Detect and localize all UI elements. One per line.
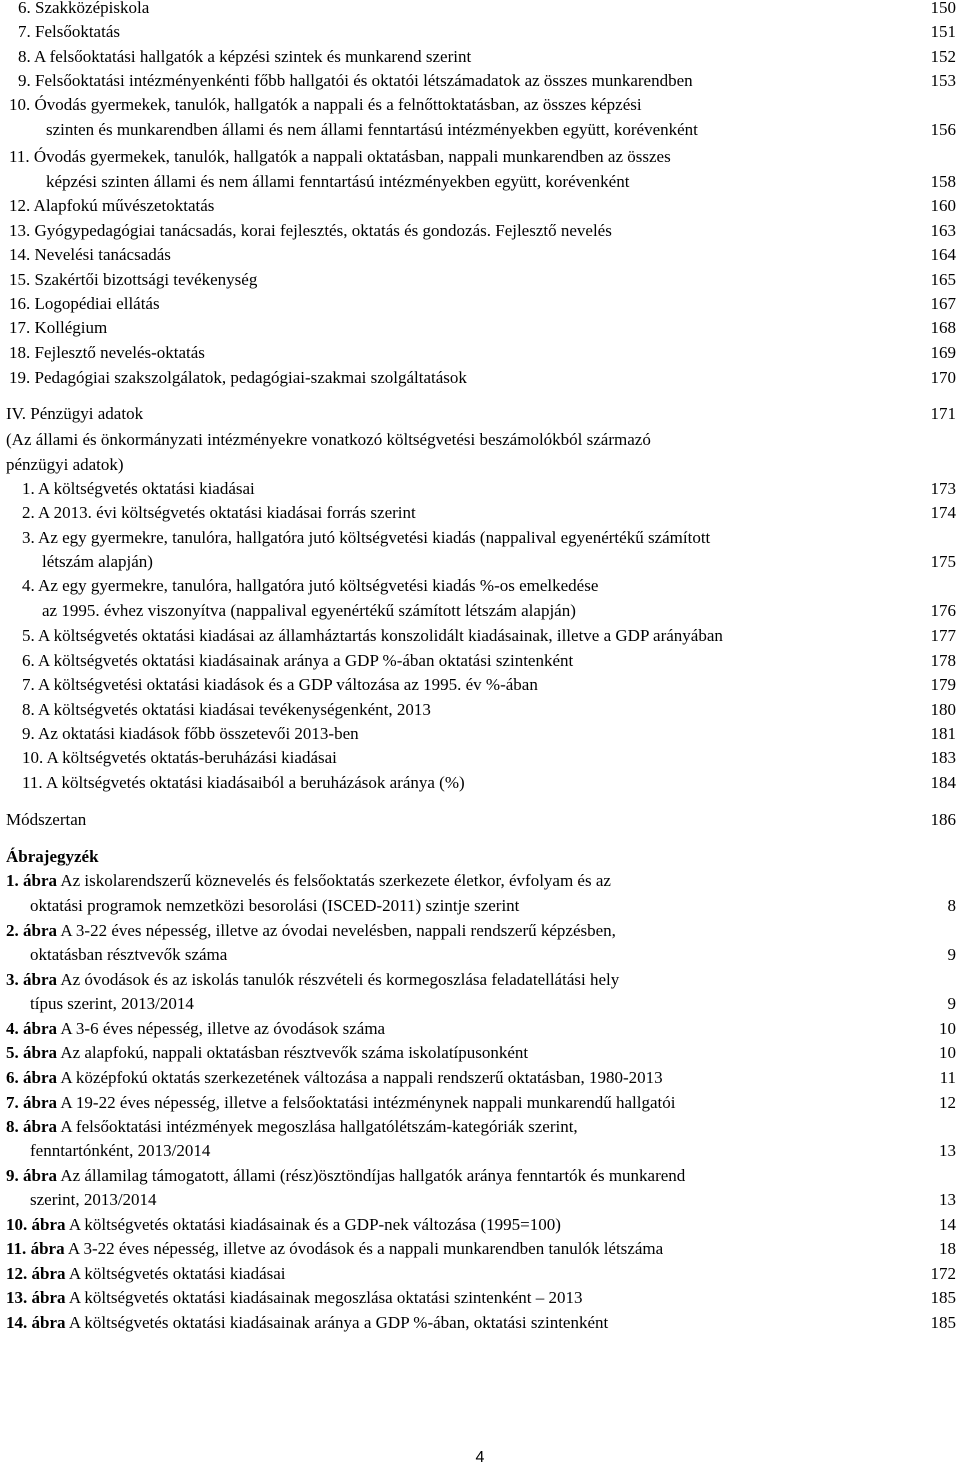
toc-entry-page: 164	[930, 245, 956, 264]
figure-caption: Az alapfokú, nappali oktatásban résztvevők száma iskolatípusonként	[60, 1043, 529, 1062]
toc-entry-title-cont: létszám alapján)	[42, 552, 153, 571]
figure-caption: A költségvetés oktatási kiadásainak megoszlása oktatási szintenként ‒ 2013	[68, 1288, 583, 1307]
toc-section-page: 171	[930, 404, 956, 423]
figure-entry-title	[6, 869, 611, 893]
toc-entry-line2	[0, 170, 960, 194]
figure-entry-page: 13	[939, 1190, 956, 1209]
figure-entry-title	[6, 1091, 675, 1115]
figure-number: 6.	[6, 1068, 19, 1087]
toc-entry-line2	[0, 118, 960, 142]
figure-number: 8.	[6, 1117, 19, 1136]
toc-entry-title: 1. A költségvetés oktatási kiadásai	[22, 479, 255, 498]
figure-caption-cont: szerint, 2013/2014	[30, 1190, 157, 1209]
toc-entry-page: 169	[930, 343, 956, 362]
toc-entry-title: 13. Gyógypedagógiai tanácsadás, korai fejlesztés, oktatás és gondozás. Fejlesztő nevelés	[9, 221, 612, 240]
figure-word: ábra	[31, 1215, 66, 1234]
figure-entry-title	[6, 1066, 663, 1090]
toc-entry-page: 178	[930, 651, 956, 670]
toc-section-note-line1: (Az állami és önkormányzati intézményekre vonatkozó költségvetési beszámolókból származó	[6, 430, 651, 449]
toc-entry-title: 17. Kollégium	[9, 318, 108, 337]
figure-entry-title	[6, 1286, 582, 1310]
toc-entry	[0, 501, 960, 525]
toc-entry-title: 7. A költségvetési oktatási kiadások és a GDP változása az 1995. év %-ában	[22, 675, 538, 694]
figure-entry-line2	[0, 1139, 960, 1163]
toc-entry-line1	[0, 526, 960, 550]
toc-entry-title: 10. A költségvetés oktatás-beruházási kiadásai	[22, 748, 337, 767]
toc-entry-title: 16. Logopédiai ellátás	[9, 294, 160, 313]
figure-entry-page: 10	[939, 1019, 956, 1038]
figure-entry	[0, 1041, 960, 1065]
figure-entry-line1	[0, 968, 960, 992]
toc-entry-title: 5. A költségvetés oktatási kiadásai az államháztartás konszolidált kiadásainak, illetve a GDP arányában	[22, 626, 723, 645]
toc-entry-page: 168	[930, 318, 956, 337]
figure-caption: Az iskolarendszerű köznevelés és felsőoktatás szerkezete életkor, évfolyam és az	[60, 871, 611, 890]
figure-entry-title	[6, 1041, 528, 1065]
figure-caption: A felsőoktatási intézmények megoszlása hallgatólétszám-kategóriák szerint,	[60, 1117, 578, 1136]
figure-entry-page: 172	[930, 1264, 956, 1283]
figure-caption: Az államilag támogatott, állami (rész)ösztöndíjas hallgatók aránya fenntartók és munkarend	[60, 1166, 686, 1185]
toc-entry	[0, 243, 960, 267]
toc-entry-title: 9. Felsőoktatási intézményenkénti főbb hallgatói és oktatói létszámadatok az összes munkarendben	[18, 71, 693, 90]
figures-heading: Ábrajegyzék	[6, 847, 99, 866]
figure-entry-page: 13	[939, 1141, 956, 1160]
figure-entry-line1	[0, 1164, 960, 1188]
figure-caption-cont: oktatásban résztvevők száma	[30, 945, 228, 964]
figure-entry-line1	[0, 919, 960, 943]
toc-entry-page: 176	[930, 601, 956, 620]
figure-caption: A középfokú oktatás szerkezetének változása a nappali rendszerű oktatásban, 1980-2013	[60, 1068, 663, 1087]
figure-entry	[0, 1091, 960, 1115]
toc-section-heading	[0, 402, 960, 426]
toc-entry-page: 158	[930, 172, 956, 191]
figure-caption: A költségvetés oktatási kiadásai	[68, 1264, 286, 1283]
toc-entry-title: 4. Az egy gyermekre, tanulóra, hallgatóra jutó költségvetési kiadás %-os emelkedése	[22, 576, 599, 595]
toc-entry	[0, 219, 960, 243]
toc-entry-title: 18. Fejlesztő nevelés-oktatás	[9, 343, 205, 362]
figure-entry	[0, 1066, 960, 1090]
toc-entry	[0, 20, 960, 44]
figure-caption: A költségvetés oktatási kiadásainak és a GDP-nek változása (1995=100)	[68, 1215, 561, 1234]
figure-word: ábra	[23, 871, 57, 890]
toc-entry	[0, 366, 960, 390]
figure-entry-page: 185	[930, 1313, 956, 1332]
toc-entry	[0, 341, 960, 365]
toc-entry-line2	[0, 599, 960, 623]
figure-entry-title	[6, 1115, 578, 1139]
toc-entry-page: 181	[930, 724, 956, 743]
figure-number: 14.	[6, 1313, 28, 1332]
toc-entry-line1	[0, 93, 960, 117]
figure-number: 1.	[6, 871, 19, 890]
toc-entry	[0, 698, 960, 722]
toc-entry	[0, 649, 960, 673]
figure-entry-page: 10	[939, 1043, 956, 1062]
toc-entry-title: 8. A felsőoktatási hallgatók a képzési szintek és munkarend szerint	[18, 47, 472, 66]
figure-entry	[0, 1262, 960, 1286]
toc-entry-title-cont: szinten és munkarendben állami és nem állami fenntartású intézményekben együtt, korévenként	[46, 120, 698, 139]
figure-number: 2.	[6, 921, 19, 940]
figure-caption: Az óvodások és az iskolás tanulók részvételi és kormegoszlása feladatellátási hely	[60, 970, 620, 989]
figure-word: ábra	[23, 1019, 57, 1038]
figure-caption-cont: típus szerint, 2013/2014	[30, 994, 194, 1013]
toc-section-note	[0, 428, 960, 452]
figure-word: ábra	[23, 1093, 57, 1112]
figure-number: 7.	[6, 1093, 19, 1112]
figure-entry-title	[6, 1237, 663, 1261]
toc-entry-page: 152	[930, 47, 956, 66]
figure-caption: A 3-22 éves népesség, illetve az óvodai nevelésben, nappali rendszerű képzésben,	[60, 921, 616, 940]
figure-entry-title	[6, 1262, 286, 1286]
toc-entry-page: 170	[930, 368, 956, 387]
figure-number: 12.	[6, 1264, 28, 1283]
toc-entry	[0, 624, 960, 648]
figure-entry-title	[6, 1164, 685, 1188]
toc-entry-page: 167	[930, 294, 956, 313]
toc-entry-page: 163	[930, 221, 956, 240]
figure-entry-title	[6, 919, 616, 943]
toc-entry	[0, 0, 960, 20]
toc-entry-page: 151	[930, 22, 956, 41]
figure-caption-cont: oktatási programok nemzetközi besorolási (ISCED-2011) szintje szerint	[30, 896, 520, 915]
figure-number: 4.	[6, 1019, 19, 1038]
figure-number: 13.	[6, 1288, 28, 1307]
toc-section-note-line2: pénzügyi adatok)	[6, 455, 124, 474]
figure-entry-page: 12	[939, 1093, 956, 1112]
toc-entry-title: 10. Óvodás gyermekek, tanulók, hallgatók a nappali és a felnőttoktatásban, az összes képzési	[9, 95, 642, 114]
toc-entry-page: 153	[930, 71, 956, 90]
figure-entry-line2	[0, 943, 960, 967]
toc-entry	[0, 746, 960, 770]
toc-entry-title: 8. A költségvetés oktatási kiadásai tevékenységenként, 2013	[22, 700, 431, 719]
toc-entry-title: 11. Óvodás gyermekek, tanulók, hallgatók a nappali oktatásban, nappali munkarendben az összes	[9, 147, 671, 166]
toc-entry	[0, 292, 960, 316]
toc-entry-title-cont: az 1995. évhez viszonyítva (nappalival egyenértékű számított létszám alapján)	[42, 601, 576, 620]
toc-entry-title: 12. Alapfokú művészetoktatás	[9, 196, 215, 215]
toc-entry	[0, 268, 960, 292]
toc-methodology-page: 186	[930, 810, 956, 829]
toc-entry-page: 175	[930, 552, 956, 571]
toc-entry-title: 15. Szakértői bizottsági tevékenység	[9, 270, 258, 289]
toc-entry-title: 19. Pedagógiai szakszolgálatok, pedagógiai-szakmai szolgáltatások	[9, 368, 467, 387]
figure-caption: A 3-22 éves népesség, illetve az óvodások és a nappali munkarendben tanulók létszáma	[67, 1239, 664, 1258]
toc-entry	[0, 69, 960, 93]
figure-word: ábra	[23, 921, 57, 940]
toc-entry	[0, 722, 960, 746]
figure-entry	[0, 1017, 960, 1041]
figure-word: ábra	[31, 1264, 66, 1283]
figure-word: ábra	[30, 1239, 65, 1258]
toc-entry	[0, 673, 960, 697]
figure-word: ábra	[23, 970, 57, 989]
toc-entry-title: 11. A költségvetés oktatási kiadásaiból a beruházások aránya (%)	[22, 773, 465, 792]
toc-entry-page: 173	[930, 479, 956, 498]
toc-entry-page: 160	[930, 196, 956, 215]
toc-entry-page: 174	[930, 503, 956, 522]
toc-entry-title-cont: képzési szinten állami és nem állami fenntartású intézményekben együtt, korévenként	[46, 172, 630, 191]
page-number: 4	[475, 1449, 485, 1466]
figure-entry-title	[6, 968, 619, 992]
figure-word: ábra	[23, 1117, 57, 1136]
toc-entry-title: 2. A 2013. évi költségvetés oktatási kiadásai forrás szerint	[22, 503, 416, 522]
toc-entry-title: 7. Felsőoktatás	[18, 22, 120, 41]
figure-entry-title	[6, 1017, 385, 1041]
toc-entry-page: 156	[930, 120, 956, 139]
figure-entry-page: 185	[930, 1288, 956, 1307]
figure-entry-line1	[0, 869, 960, 893]
figure-entry-page: 18	[939, 1239, 956, 1258]
figure-entry-page: 9	[947, 945, 956, 964]
toc-entry-page: 177	[930, 626, 956, 645]
figure-number: 3.	[6, 970, 19, 989]
figure-word: ábra	[31, 1313, 66, 1332]
figure-caption-cont: fenntartónként, 2013/2014	[30, 1141, 211, 1160]
toc-entry	[0, 316, 960, 340]
toc-methodology	[0, 808, 960, 832]
figure-entry	[0, 1213, 960, 1237]
toc-entry-page: 184	[930, 773, 956, 792]
toc-entry-page: 180	[930, 700, 956, 719]
figure-entry	[0, 1311, 960, 1335]
figure-entry-title	[6, 1311, 608, 1335]
figure-caption: A 3-6 éves népesség, illetve az óvodások száma	[60, 1019, 386, 1038]
figure-entry-line2	[0, 1188, 960, 1212]
figure-number: 9.	[6, 1166, 19, 1185]
figure-entry-line2	[0, 992, 960, 1016]
toc-entry-line1	[0, 574, 960, 598]
toc-entry-title: 6. Szakközépiskola	[18, 0, 150, 17]
figure-word: ábra	[23, 1043, 57, 1062]
figure-caption: A költségvetés oktatási kiadásainak aránya a GDP %-ában, oktatási szintenként	[68, 1313, 609, 1332]
figure-number: 10.	[6, 1215, 28, 1234]
figure-entry	[0, 1237, 960, 1261]
figure-number: 11.	[6, 1239, 27, 1258]
toc-entry-page: 183	[930, 748, 956, 767]
toc-entry	[0, 477, 960, 501]
toc-entry-page: 179	[930, 675, 956, 694]
figure-entry-page: 9	[947, 994, 956, 1013]
figures-heading-row	[0, 845, 960, 869]
toc-entry-title: 9. Az oktatási kiadások főbb összetevői 2013-ben	[22, 724, 359, 743]
toc-entry-title: 14. Nevelési tanácsadás	[9, 245, 171, 264]
toc-entry-page: 150	[930, 0, 956, 17]
toc-entry-page: 165	[930, 270, 956, 289]
figure-entry-line1	[0, 1115, 960, 1139]
figure-entry-page: 14	[939, 1215, 956, 1234]
figure-caption: A 19-22 éves népesség, illetve a felsőoktatási intézménynek nappali munkarendű hallgatói	[60, 1093, 676, 1112]
figure-entry	[0, 1286, 960, 1310]
toc-methodology-title: Módszertan	[6, 810, 87, 829]
toc-section-title: IV. Pénzügyi adatok	[6, 404, 144, 423]
toc-entry	[0, 194, 960, 218]
toc-entry-line2	[0, 550, 960, 574]
toc-section-note	[0, 453, 960, 477]
toc-entry-title: 3. Az egy gyermekre, tanulóra, hallgatóra jutó költségvetési kiadás (nappalival egyenértékű számított	[22, 528, 711, 547]
figure-entry-title	[6, 1213, 561, 1237]
toc-entry	[0, 771, 960, 795]
toc-entry-title: 6. A költségvetés oktatási kiadásainak aránya a GDP %-ában oktatási szintenként	[22, 651, 574, 670]
figure-word: ábra	[23, 1068, 57, 1087]
figure-entry-page: 11	[939, 1068, 956, 1087]
figure-entry-line2	[0, 894, 960, 918]
figure-word: ábra	[23, 1166, 57, 1185]
figure-entry-page: 8	[947, 896, 956, 915]
figure-number: 5.	[6, 1043, 19, 1062]
toc-entry-line1	[0, 145, 960, 169]
toc-entry	[0, 45, 960, 69]
figure-word: ábra	[31, 1288, 66, 1307]
